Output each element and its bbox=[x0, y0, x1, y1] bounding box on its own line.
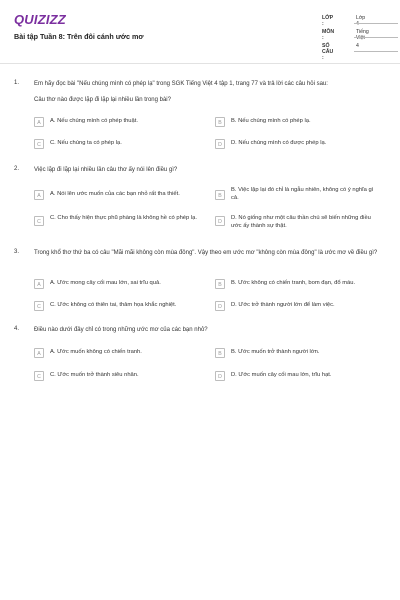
meta-label-grade: LỚP : bbox=[322, 15, 333, 27]
option-text: B. Việc lặp lại đó chỉ là ngẫu nhiên, không có ý nghĩa gì cả. bbox=[231, 187, 374, 201]
meta-label-question-count: SỐ CÂU : bbox=[322, 43, 334, 61]
meta-value-subject: Tiếng Việt bbox=[356, 29, 369, 41]
question-text: Việc lặp đi lặp lại nhiều lần câu thơ ấy nói lên điều gì? bbox=[34, 167, 178, 173]
option-text: A. Nói lên ước muốn của các bạn nhỏ rất tha thiết. bbox=[50, 191, 180, 197]
option-letter-box: B bbox=[215, 117, 225, 127]
question-number: 2. bbox=[14, 166, 20, 172]
option-letter-box: C bbox=[34, 216, 44, 226]
option-letter-box: C bbox=[34, 139, 44, 149]
question-text: Điều nào dưới đây chỉ có trong những ước mơ của các bạn nhỏ? bbox=[34, 327, 208, 333]
option-letter-box: C bbox=[34, 301, 44, 311]
option-letter-box: D bbox=[215, 216, 225, 226]
meta-value-question-count: 4 bbox=[356, 43, 359, 49]
option-text: B. Nếu chúng mình có phép lạ. bbox=[231, 118, 311, 124]
option-letter-box: A bbox=[34, 190, 44, 200]
option-text: D. Nếu chúng mình có được phép lạ. bbox=[231, 140, 327, 146]
option-text: C. Nếu chúng ta có phép lạ. bbox=[50, 140, 122, 146]
option-text: C. Ước muốn trở thành siêu nhân. bbox=[50, 372, 139, 378]
option-letter-box: A bbox=[34, 348, 44, 358]
option-text: C. Cho thấy hiện thực phũ phàng là không hề có phép lạ. bbox=[50, 215, 197, 221]
question-number: 3. bbox=[14, 249, 20, 255]
option-text: D. Nó giống như một câu thần chú sẽ biến những điều ước ấy thành sự thật. bbox=[231, 215, 371, 229]
option-letter-box: B bbox=[215, 348, 225, 358]
option-text: B. Ước muốn trở thành người lớn. bbox=[231, 349, 320, 355]
option-letter-box: B bbox=[215, 190, 225, 200]
option-letter-box: A bbox=[34, 117, 44, 127]
option-letter-box: D bbox=[215, 301, 225, 311]
quizizz-logo: QUIZIZZ bbox=[14, 12, 66, 27]
option-text: D. Ước trở thành người lớn để làm việc. bbox=[231, 302, 335, 308]
worksheet-title: Bài tập Tuần 8: Trên đôi cánh ước mơ bbox=[14, 32, 144, 41]
question-text: Em hãy đọc bài "Nếu chúng mình có phép lạ" trong SGK Tiếng Việt 4 tập 1, trang 77 và trả lời các câu hỏi sau: bbox=[34, 81, 328, 87]
meta-underline bbox=[354, 23, 398, 24]
option-text: A. Nếu chúng mình có phép thuật. bbox=[50, 118, 138, 124]
question-subtext: Câu thơ nào được lặp đi lặp lại nhiều lần trong bài? bbox=[34, 97, 171, 103]
meta-value-grade: Lớp 4 bbox=[356, 15, 366, 27]
option-letter-box: D bbox=[215, 371, 225, 381]
option-letter-box: C bbox=[34, 371, 44, 381]
option-letter-box: B bbox=[215, 279, 225, 289]
meta-label-subject: MÔN : bbox=[322, 29, 335, 41]
meta-underline bbox=[354, 37, 398, 38]
option-text: C. Ước không có thiên tai, thảm họa khắc nghiệt. bbox=[50, 302, 177, 308]
question-number: 1. bbox=[14, 80, 20, 86]
option-text: B. Ước không có chiến tranh, bom đạn, đổ máu. bbox=[231, 280, 356, 286]
option-letter-box: A bbox=[34, 279, 44, 289]
option-text: D. Ước muốn cây cối mau lớn, trĩu hạt. bbox=[231, 372, 332, 378]
question-text: Trong khổ thơ thứ ba có câu "Mãi mãi không còn mùa đông". Vậy theo em ước mơ "không còn mùa đông" là ước mơ về điều gì? bbox=[34, 250, 378, 256]
option-text: A. Ước muốn không có chiến tranh. bbox=[50, 349, 142, 355]
header-divider bbox=[0, 63, 400, 64]
option-text: A. Ước mong cây cối mau lớn, sai trĩu quả. bbox=[50, 280, 161, 286]
question-number: 4. bbox=[14, 326, 20, 332]
meta-underline bbox=[354, 51, 398, 52]
option-letter-box: D bbox=[215, 139, 225, 149]
